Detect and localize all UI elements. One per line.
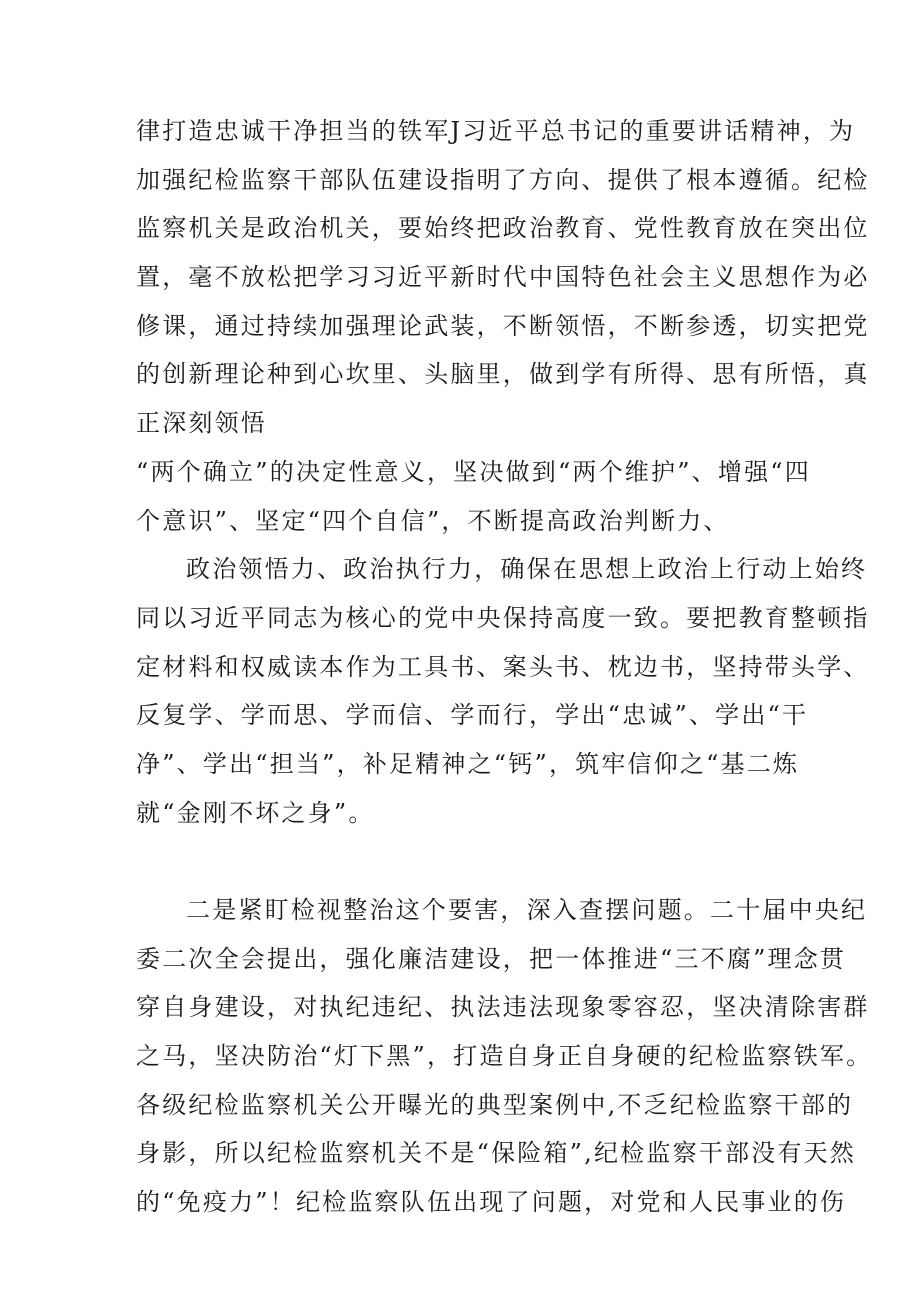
text-line: 监察机关是政治机关，要始终把政治教育、党性教育放在突出位 bbox=[136, 214, 870, 243]
text-line: 修课，通过持续加强理论武装，不断领悟，不断参透，切实把党 bbox=[136, 311, 870, 340]
text-line: 律打造忠诚干净担当的铁军J习近平总书记的重要讲话精神，为 bbox=[136, 117, 856, 145]
text-line: 二是紧盯检视整治这个要害，深入查摆问题。二十届中央纪 bbox=[186, 896, 868, 924]
text-line: 各级纪检监察机关公开曝光的典型案例中,不乏纪检监察干部的 bbox=[136, 1090, 854, 1119]
text-line: 政治领悟力、政治执行力，确保在思想上政治上行动上始终 bbox=[186, 555, 868, 584]
text-line: “两个确立”的决定性意义，坚决做到“两个维护”、增强“四 bbox=[136, 457, 811, 486]
text-line: 就“金刚不坏之身”。 bbox=[136, 798, 375, 827]
text-line: 同以习近平同志为核心的党中央保持高度一致。要把教育整顿指 bbox=[136, 603, 870, 632]
document-body bbox=[136, 107, 873, 1227]
text-line: 反复学、学而思、学而信、学而行，学出“忠诚”、学出“干 bbox=[136, 701, 809, 730]
text-line: 委二次全会提出，强化廉洁建设，把一体推进“三不腐”理念贯 bbox=[136, 944, 847, 973]
text-line: 加强纪检监察干部队伍建设指明了方向、提供了根本遵循。纪检 bbox=[136, 165, 870, 194]
paragraph-gap bbox=[136, 837, 796, 886]
text-line: 之马，坚决防治“灯下黑”，打造自身正自身硬的纪检监察铁军。 bbox=[136, 1042, 873, 1071]
text-line: 身影，所以纪检监察机关不是“保险箱”,纪检监察干部没有天然 bbox=[136, 1139, 856, 1168]
text-line: 净”、学出“担当”，补足精神之“钙”，筑牢信仰之“基二炼 bbox=[136, 749, 800, 778]
text-line: 个意识”、坚定“四个自信”，不断提高政治判断力、 bbox=[136, 506, 730, 535]
text-line: 的“免疫力”！纪检监察队伍出现了问题，对党和人民事业的伤 bbox=[136, 1188, 847, 1217]
text-line: 穿自身建设，对执纪违纪、执法违法现象零容忍，坚决清除害群 bbox=[136, 993, 870, 1022]
text-line: 的创新理论种到心坎里、头脑里，做到学有所得、思有所悟，真 bbox=[136, 360, 870, 389]
text-line: 正深刻领悟 bbox=[136, 409, 267, 438]
text-line: 定材料和权威读本作为工具书、案头书、枕边书，坚持带头学、 bbox=[136, 652, 870, 681]
text-line: 置，毫不放松把学习习近平新时代中国特色社会主义思想作为必 bbox=[136, 263, 870, 292]
